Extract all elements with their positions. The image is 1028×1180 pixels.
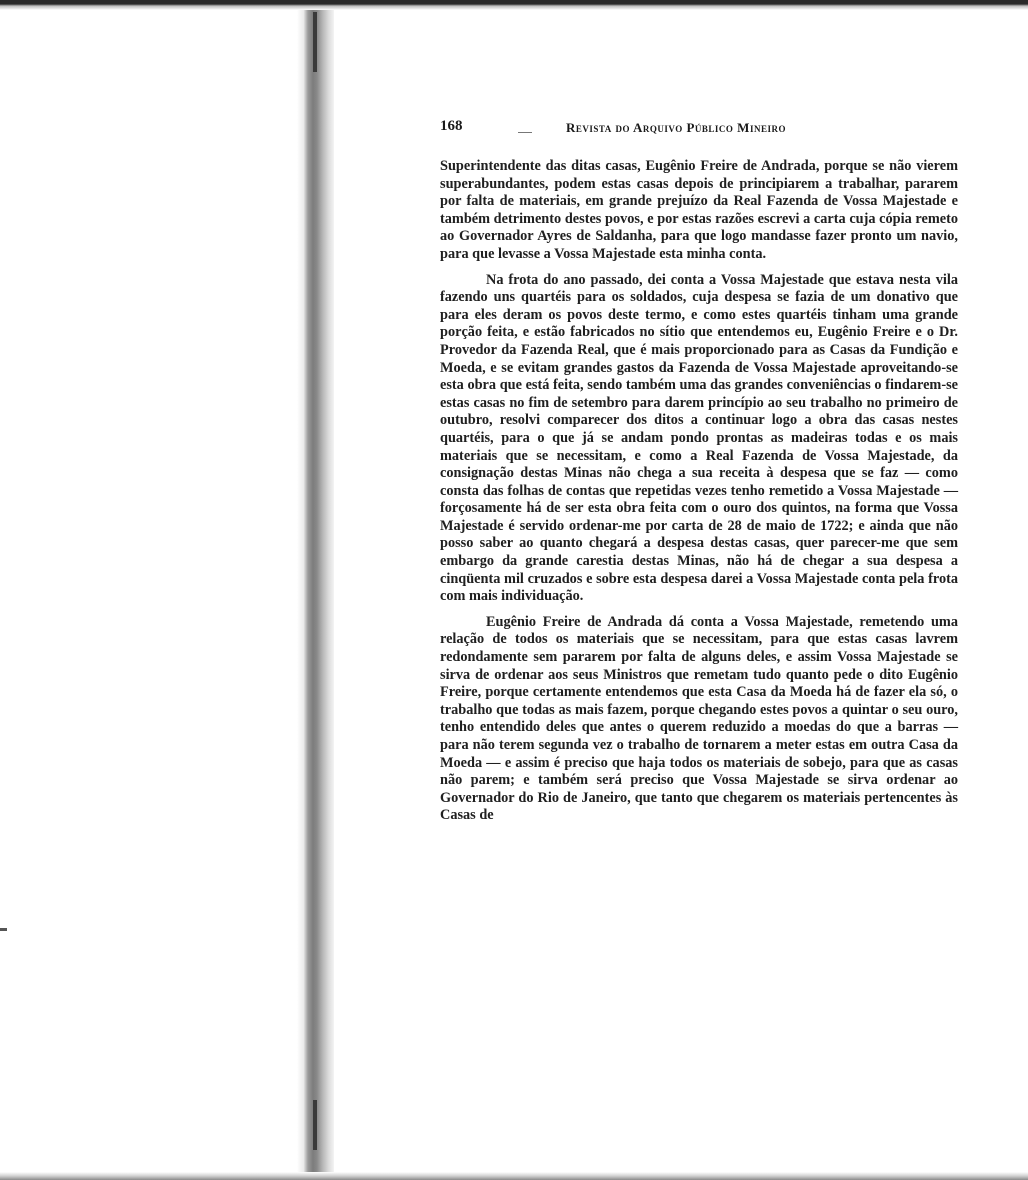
page-edge-mark — [0, 928, 7, 931]
paragraph-3: Eugênio Freire de Andrada dá conta a Vossa Majestade, remetendo uma relação de todos os materiais que se necessitam, para que estas casas lavrem redondamente sem pararem por falta de alguns deles, e assim Vossa Majestade se sirva de ordenar aos seus Ministros que remetam tudo quanto pede o dito Eugênio Freire, porque certamente entendemos que esta Casa da Moeda há de fazer ela só, o trabalho que todas as mais fazem, porque chegando estes povos a quintar o seu ouro, tenho entendido deles que antes o querem reduzido a moedas do que a barras — para não terem segunda vez o trabalho de tornarem a meter estas em outra Casa da Moeda — e assim é preciso que haja todos os materiais de sobejo, para que as casas não parem; e também será preciso que Vossa Majestade se sirva ordenar ao Governador do Rio de Janeiro, que tanto que chegarem os materiais pertencentes às Casas de — [440, 613, 958, 824]
book-spine-gutter — [304, 10, 334, 1176]
spine-mark-top — [313, 12, 317, 72]
page-body — [440, 158, 958, 833]
running-title: Revista do Arquivo Público Mineiro — [566, 120, 786, 135]
spine-mark-bottom — [313, 1100, 317, 1150]
top-border-shadow — [0, 0, 1028, 10]
paragraph-2: Na frota do ano passado, dei conta a Vossa Majestade que estava nesta vila fazendo uns quartéis para os soldados, cuja despesa se fazia de um donativo que para eles deram os povos deste termo, e como estes quartéis tinham uma grande porção feita, e estão fabricados no sítio que entendemos eu, Eugênio Freire e o Dr. Provedor da Fazenda Real, que é mais proporcionado para as Casas da Fundição e Moeda, e se evitam grandes gastos da Fazenda de Vossa Majestade aproveitando-se esta obra que está feita, sendo também uma das grandes conveniências o findarem-se estas casas no fim de setembro para darem princípio ao seu trabalho no primeiro de outubro, resolvi comparecer dos ditos a continuar logo a obra das casas nestes quartéis, para o que já se andam pondo prontas as madeiras todas e os mais materiais que se necessitam, e como a Real Fazenda de Vossa Majestade, da consignação destas Minas não chega a sua receita à despesa que se faz — como consta das folhas de contas que repetidas vezes tenho remetido a Vossa Majestade — forçosamente há de ser esta obra feita com o ouro dos quintos, na forma que Vossa Majestade é servido ordenar-me por carta de 28 de maio de 1722; e ainda que não posso saber ao quanto chegará a despesa destas casas, quer parecer-me que sem embargo da grande carestia destas Minas, não há de chegar a sua despesa a cinqüenta mil cruzados e sobre esta despesa darei a Vossa Majestade conta pela frota com mais individuação. — [440, 271, 958, 605]
facing-page-blank — [0, 10, 297, 1176]
page-header — [440, 118, 960, 142]
bottom-border-shadow — [0, 1172, 1028, 1180]
paragraph-1: Superintendente das ditas casas, Eugênio Freire de Andrada, porque se não vierem superabundantes, podem estas casas depois de principiarem a trabalhar, pararem por falta de materiais, em grande prejuízo da Real Fazenda de Vossa Majestade e também detrimento destes povos, e por estas razões escrevi a carta cuja cópia remeto ao Governador Ayres de Saldanha, para que logo mandasse fazer pronto um navio, para que levasse a Vossa Majestade esta minha conta. — [440, 158, 958, 262]
header-dash — [518, 132, 532, 133]
page-number: 168 — [440, 118, 463, 134]
